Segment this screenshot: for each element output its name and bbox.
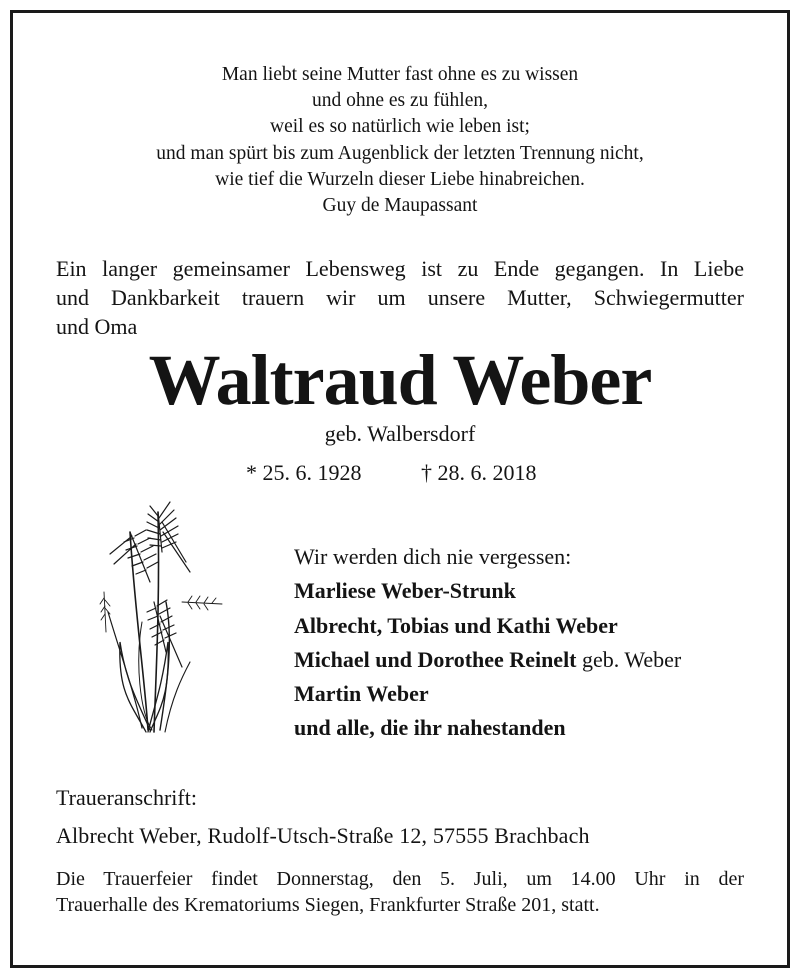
poem xyxy=(0,62,800,219)
ceremony-info xyxy=(56,866,744,918)
poem-line: wie tief die Wurzeln dieser Liebe hinabreichen. xyxy=(215,168,585,190)
intro-text xyxy=(56,254,744,341)
intro-line: Ein langer gemeinsamer Lebensweg ist zu Ende gegangen. In Liebe xyxy=(56,256,744,281)
poem-line: Man liebt seine Mutter fast ohne es zu wissen xyxy=(221,64,579,85)
intro-line: und Dankbarkeit trauern wir um unsere Mutter, Schwiegermutter xyxy=(56,285,744,310)
mourner-note: geb. Weber xyxy=(576,646,682,672)
ceremony-line: Die Trauerfeier findet Donnerstag, den 5. Juli, um 14.00 Uhr in der xyxy=(56,868,744,890)
mourners-closing: und alle, die ihr nahestanden xyxy=(294,715,566,741)
poem-author: Guy de Maupassant xyxy=(322,195,478,217)
poem-line: und ohne es zu fühlen, xyxy=(312,90,488,112)
death-date: † 28. 6. 2018 xyxy=(421,460,537,485)
poem-line: und man spürt bis zum Augenblick der letzten Trennung nicht, xyxy=(156,142,644,164)
mourner-name: Marliese Weber-Strunk xyxy=(294,578,516,604)
ceremony-line: Trauerhalle des Krematoriums Siegen, Frankfurter Straße 201, statt. xyxy=(56,894,600,916)
mourner-name: Martin Weber xyxy=(294,681,429,707)
mourner-name: Michael und Dorothee Reinelt xyxy=(294,646,577,672)
birth-name: geb. Walbersdorf xyxy=(324,421,476,446)
mourner-name: Albrecht, Tobias und Kathi Weber xyxy=(294,612,618,638)
birth-date: * 25. 6. 1928 xyxy=(246,460,362,485)
address-label: Traueranschrift: xyxy=(56,785,197,810)
mourners-list xyxy=(294,540,681,746)
poem-line: weil es so natürlich wie leben ist; xyxy=(270,116,530,138)
address-text: Albrecht Weber, Rudolf-Utsch-Straße 12, 57555 Brachbach xyxy=(56,823,590,848)
wheat-ears-icon xyxy=(90,492,240,742)
intro-line: und Oma xyxy=(56,314,138,339)
deceased-name: Waltraud Weber xyxy=(148,340,652,420)
mourners-intro: Wir werden dich nie vergessen: xyxy=(294,544,572,569)
